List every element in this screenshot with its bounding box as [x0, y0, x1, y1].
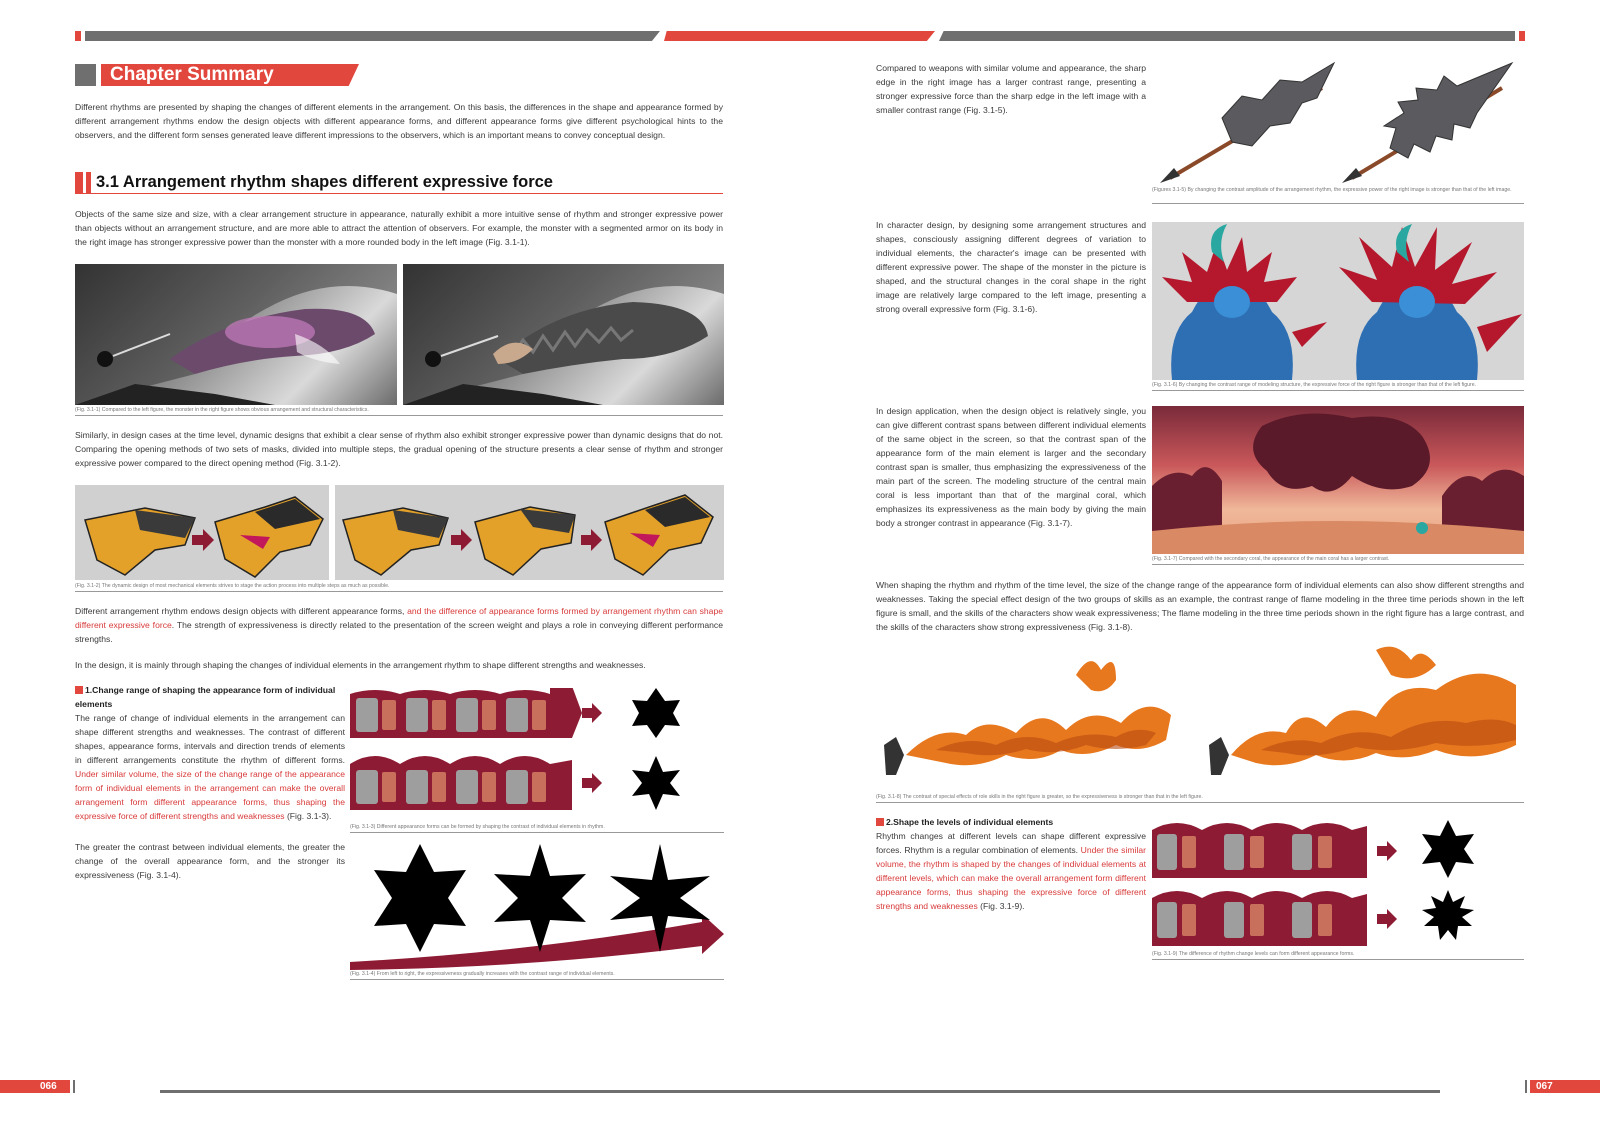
page-number-right: 067	[1536, 1081, 1553, 1092]
footer-tick-left	[73, 1080, 75, 1093]
section-heading: 3.1 Arrangement rhythm shapes different expressive force	[96, 173, 553, 191]
monster-image-right	[403, 264, 724, 405]
subheading-2	[876, 815, 1151, 829]
left-p5-text-a: The range of change of individual elements in the arrangement can shape different strengths and weaknesses. The contrast of different shapes, appearance forms, intervals and direction trends of elements in different arrangements constitute the rhythm of different forms.	[75, 713, 345, 765]
right-p5-highlight: Under the similar volume, the rhythm is shaped by the changes of individual elements at different levels, which can make the overall arrangement form different appearance forms, thus shaping the expressive force of different strengths and weaknesses	[876, 845, 1147, 911]
monster-image-left	[75, 264, 397, 405]
caption-rule-6	[1152, 390, 1524, 391]
rhythm-figure-3-1-3	[350, 688, 724, 822]
caption-rule-9	[1152, 959, 1524, 960]
caption-3-1-3: (Fig. 3.1-3) Different appearance forms can be formed by shaping the contrast of individual elements in rhythm.	[350, 824, 605, 830]
left-paragraph-4: In the design, it is mainly through shaping the changes of individual elements in the arrangement rhythm to shape different strengths and weaknesses.	[75, 660, 646, 670]
coral-monster-figure-3-1-6	[1152, 222, 1524, 380]
left-p5-highlight: Under similar volume, the size of the change range of the appearance form of individual elements in the arrangement can make the overall arrangement form different appearance forms, thus shaping the expressive force of different strengths and weaknesses	[75, 769, 345, 821]
section-underline	[75, 193, 723, 194]
right-p5-text-a: Rhythm changes at different levels can shape different expressive forces. Rhythm is a regular combination of elements.	[876, 831, 1146, 855]
top-red-bar	[664, 31, 935, 41]
top-accent-left	[75, 31, 81, 41]
left-paragraph-2: Similarly, in design cases at the time level, dynamic designs that exhibit a clear sense of rhythm also exhibit stronger expressive power than dynamic designs that do not. Comparing the opening methods of two sets of masks, divided into multiple steps, the gradual opening of the structure presents a clear sense of rhythm and stronger expressive power compared to the direct opening method (Fig. 3.1-2).	[75, 430, 723, 468]
top-grey-bar-left	[85, 31, 660, 41]
page-number-left: 066	[40, 1081, 57, 1092]
caption-3-1-8: (Fig. 3.1-8) The contrast of special effects of role skills in the right figure is greater, so the expressiveness is stronger than that in the left figure.	[876, 794, 1203, 800]
section-marker	[75, 172, 83, 194]
caption-3-1-5: (Figures 3.1-5) By changing the contrast amplitude of the arrangement rhythm, the expressive power of the right image is stronger than that of the left image.	[1152, 187, 1512, 193]
right-paragraph-4: When shaping the rhythm and rhythm of the time level, the size of the change range of the appearance form of individual elements can also show different strengths and weaknesses. Taking the special effect design of the two groups of skills as an example, the contrast range of flame modeling in the three time periods shown in the left figure is small, and the skills of the characters show weak expressiveness; The flame modeling in the three time periods shown in the right figure has a large contrast, and the skills of the characters show strong expressiveness (Fig. 3.1-8).	[876, 580, 1524, 632]
subheading-1-marker	[75, 686, 83, 694]
top-grey-bar-right	[939, 31, 1515, 41]
right-paragraph-2: In character design, by designing some arrangement structures and shapes, consciously assigning different degrees of variation to individual elements, the character's image can be presented with different expressive power. The shape of the monster in the picture is shaped, and the structural changes in the coral shape in the right image are relatively large compared to the left image, presenting a strong overall expressive form (Fig. 3.1-6).	[876, 220, 1146, 314]
flame-effects-figure-3-1-8	[876, 645, 1524, 793]
footer-rule	[160, 1090, 1440, 1093]
mask-sequence-left	[75, 485, 329, 580]
right-p5-text-c: (Fig. 3.1-9).	[977, 901, 1025, 911]
chapter-title: Chapter Summary	[110, 64, 274, 85]
left-p3-text-c: . The strength of expressiveness is directly related to the presentation of the screen weight and plays a role in conveying different performance strengths.	[75, 620, 723, 644]
right-paragraph-1: Compared to weapons with similar volume and appearance, the sharp edge in the right image has a larger contrast range, presenting a stronger expressive force than the sharp edge in the left image with a smaller contrast range (Fig. 3.1-5).	[876, 63, 1146, 115]
left-p5-text-c: (Fig. 3.1-3).	[284, 811, 332, 821]
caption-rule-7	[1152, 564, 1524, 565]
intro-paragraph: Different rhythms are presented by shaping the changes of different elements in the arrangement. On this basis, the differences in the shape and appearance formed by different arrangement rhythms endow the design objects with different appearance forms, and different appearance forms give different psychological hints to the observers, and the different form senses generated leave different impressions to the observers, which is an important means to convey conceptual design.	[75, 102, 723, 140]
caption-3-1-1: (Fig. 3.1-1) Compared to the left figure, the monster in the right figure shows obvious arrangement and structural characteristics.	[75, 407, 369, 413]
left-p3-text-a: Different arrangement rhythm endows design objects with different appearance forms,	[75, 606, 408, 616]
mask-sequence-right	[335, 485, 724, 580]
footer-page-box-left	[0, 1080, 70, 1093]
caption-rule-4	[350, 979, 724, 980]
right-paragraph-5	[876, 829, 1146, 913]
caption-rule-5	[1152, 203, 1524, 204]
subheading-2-marker	[876, 818, 884, 826]
rhythm-levels-figure-3-1-9	[1152, 820, 1524, 950]
footer-tick-right	[1525, 1080, 1527, 1093]
subheading-1	[75, 683, 350, 711]
top-accent-right	[1519, 31, 1525, 41]
left-p3-highlight: and the difference of appearance forms formed by arrangement rhythm can shape different expressive force	[75, 606, 723, 630]
caption-3-1-6: (Fig. 3.1-6) By changing the contrast range of modeling structure, the expressive force of the right figure is stronger than that of the left figure.	[1152, 382, 1477, 388]
subheading-1-text: 1.Change range of shaping the appearance form of individual elements	[75, 685, 336, 709]
chapter-title-marker	[75, 64, 96, 86]
right-paragraph-3: In design application, when the design object is relatively single, you can give different contrast spans between different individual elements of the same object in the screen, so that the contrast span of the appearance form of the main element is larger and the secondary contrast span is smaller, thus emphasizing the expressiveness of the main part of the screen. The modeling structure of the central main coral is less important than that of the marginal coral, which emphasizes its expressiveness as the main body by giving the main body a stronger contrast in appearance (Fig. 3.1-7).	[876, 406, 1146, 528]
caption-rule-1	[75, 415, 723, 416]
caption-rule-3	[350, 832, 724, 833]
coral-scene-figure-3-1-7	[1152, 406, 1524, 554]
subheading-2-text: 2.Shape the levels of individual elements	[886, 817, 1054, 827]
caption-rule-8	[876, 802, 1524, 803]
caption-3-1-7: (Fig. 3.1-7) Compared with the secondary coral, the appearance of the main coral has a larger contrast.	[1152, 556, 1390, 562]
caption-rule-2	[75, 591, 723, 592]
stars-figure-3-1-4	[350, 842, 724, 970]
section-marker-2	[86, 172, 91, 194]
spear-figure-3-1-5	[1152, 58, 1524, 186]
caption-3-1-4: (Fig. 3.1-4) From left to right, the expressiveness gradually increases with the contrast range of individual elements.	[350, 971, 615, 977]
left-paragraph-1: Objects of the same size and size, with a clear arrangement structure in appearance, naturally exhibit a more intuitive sense of rhythm and stronger expressive power than objects without an arrangement structure, and are more able to attract the attention of observers. For example, the monster with a segmented armor on its body in the right image has stronger expressive power than the monster with a more rounded body in the left image (Fig. 3.1-1).	[75, 209, 723, 247]
left-paragraph-5	[75, 711, 345, 823]
caption-3-1-9: (Fig. 3.1-9) The difference of rhythm change levels can form different appearance forms.	[1152, 951, 1355, 957]
left-paragraph-6: The greater the contrast between individual elements, the greater the change of the overall appearance form, and the stronger its expressiveness (Fig. 3.1-4).	[75, 842, 345, 880]
caption-3-1-2: (Fig. 3.1-2) The dynamic design of most mechanical elements strives to stage the action process into multiple steps as much as possible.	[75, 583, 390, 589]
left-paragraph-3	[75, 604, 723, 646]
